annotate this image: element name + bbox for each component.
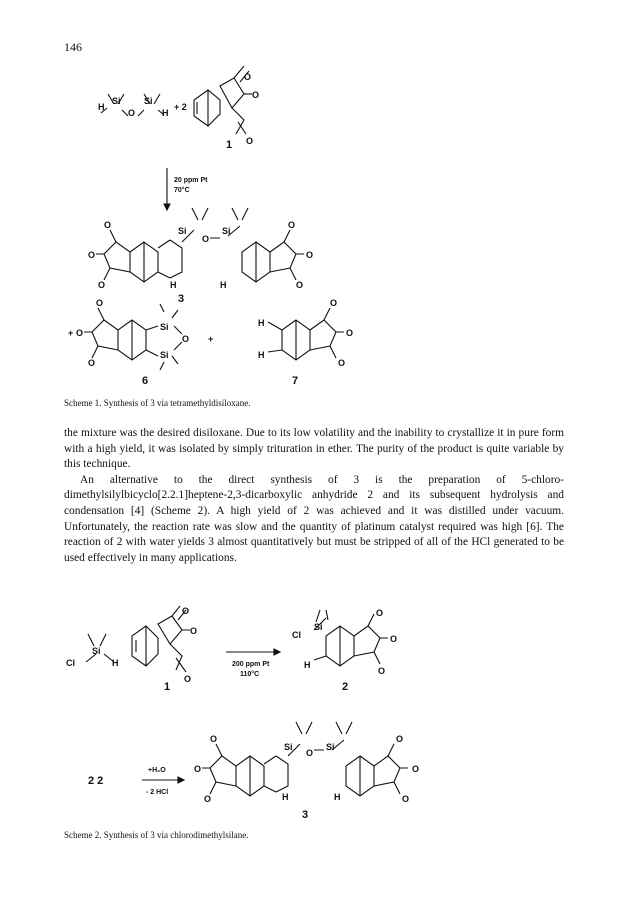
atom-o: O bbox=[204, 794, 212, 804]
compound-number-2: 2 bbox=[342, 681, 349, 693]
paragraph: An alternative to the direct synthesis of 3 is the preparation of 5-chloro-dimethylsilylbicyclo[2.2.1]heptene-2,3-dicarboxylic anhydride 2 and its subsequent hydrolysis and condensation [4] (Scheme 2). A high yield of 2 was achieved and it was distilled under vacuum. Unfortunately, the reaction rate was slow and the quantity of platinum catalyst required was high [6]. The reaction of 2 with water yields 3 almost quantitatively but must be stripped of all of the HCl generated to be used effectively in many applications. bbox=[64, 473, 564, 564]
atom-si: Si bbox=[222, 226, 231, 236]
atom-o: O bbox=[306, 250, 314, 260]
atom-o: O bbox=[402, 794, 410, 804]
compound-number-6: 6 bbox=[142, 375, 149, 387]
atom-h: H bbox=[258, 350, 265, 360]
atom-h: H bbox=[258, 318, 265, 328]
atom-si: Si bbox=[284, 742, 293, 752]
atom-si: Si bbox=[178, 226, 187, 236]
reagent-water: +H₂O bbox=[148, 767, 166, 774]
plus-sign: + bbox=[208, 334, 214, 344]
atom-o: O bbox=[376, 608, 384, 618]
atom-o: O bbox=[194, 764, 202, 774]
atom-h: H bbox=[98, 102, 105, 112]
atom-h: H bbox=[282, 792, 289, 802]
atom-h: H bbox=[304, 660, 311, 670]
atom-o: O bbox=[288, 220, 296, 230]
atom-o: O bbox=[182, 334, 190, 344]
atom-o: O bbox=[98, 280, 106, 290]
atom-si: Si bbox=[92, 646, 101, 656]
atom-si: Si bbox=[326, 742, 335, 752]
paragraph: the mixture was the desired disiloxane. Due to its low volatility and the inability to crystallize it in pure form with a high yield, it was isolated by simply trituration in ether. The purity of the product is quite variable by this technique. bbox=[64, 427, 564, 471]
atom-o: O bbox=[96, 298, 104, 308]
atom-o: O bbox=[104, 220, 112, 230]
atom-o: O bbox=[330, 298, 338, 308]
atom-cl: Cl bbox=[292, 630, 301, 640]
atom-o: O bbox=[184, 674, 192, 684]
scheme-2-caption: Scheme 2. Synthesis of 3 via chlorodimethylsilane. bbox=[64, 830, 249, 840]
atom-o: O bbox=[76, 328, 84, 338]
atom-cl: Cl bbox=[66, 658, 75, 668]
atom-si: Si bbox=[144, 96, 153, 106]
scheme-2-diagram bbox=[60, 604, 580, 832]
compound-number-3: 3 bbox=[302, 809, 309, 821]
reaction-condition-catalyst: 200 ppm Pt bbox=[232, 661, 270, 668]
atom-o: O bbox=[306, 748, 314, 758]
scheme-1-caption: Scheme 1. Synthesis of 3 via tetramethyldisiloxane. bbox=[64, 398, 251, 408]
atom-o: O bbox=[390, 634, 398, 644]
compound-number-7: 7 bbox=[292, 375, 299, 387]
reaction-condition-temperature: 110°C bbox=[240, 671, 260, 678]
byproduct-hcl: - 2 HCl bbox=[146, 789, 169, 796]
body-text bbox=[64, 426, 564, 566]
page-number: 146 bbox=[64, 40, 82, 54]
atom-si: Si bbox=[160, 350, 169, 360]
atom-h: H bbox=[162, 108, 169, 118]
plus-sign: + bbox=[68, 328, 74, 338]
atom-o: O bbox=[246, 136, 254, 146]
atom-o: O bbox=[252, 90, 260, 100]
atom-o: O bbox=[202, 234, 210, 244]
reaction-condition-temperature: 70°C bbox=[174, 187, 190, 194]
atom-h: H bbox=[220, 280, 227, 290]
compound-number-1: 1 bbox=[164, 681, 171, 693]
atom-o: O bbox=[296, 280, 304, 290]
atom-o: O bbox=[346, 328, 354, 338]
atom-si: Si bbox=[314, 622, 323, 632]
atom-o: O bbox=[338, 358, 346, 368]
compound-number-1: 1 bbox=[226, 139, 233, 151]
atom-o: O bbox=[412, 764, 420, 774]
atom-o: O bbox=[210, 734, 218, 744]
atom-o: O bbox=[182, 606, 190, 616]
atom-h: H bbox=[170, 280, 177, 290]
atom-o: O bbox=[88, 250, 96, 260]
atom-o: O bbox=[88, 358, 96, 368]
atom-si: Si bbox=[112, 96, 121, 106]
atom-o: O bbox=[244, 72, 252, 82]
reactant-label: 2 2 bbox=[88, 775, 104, 787]
compound-number-3: 3 bbox=[178, 293, 185, 305]
reaction-condition-catalyst: 20 ppm Pt bbox=[174, 177, 208, 184]
atom-h: H bbox=[334, 792, 341, 802]
reagent-coefficient: + 2 bbox=[174, 102, 187, 112]
atom-o: O bbox=[190, 626, 198, 636]
scheme-1-diagram bbox=[60, 60, 580, 395]
atom-o: O bbox=[378, 666, 386, 676]
atom-o: O bbox=[128, 108, 136, 118]
atom-h: H bbox=[112, 658, 119, 668]
atom-si: Si bbox=[160, 322, 169, 332]
atom-o: O bbox=[396, 734, 404, 744]
